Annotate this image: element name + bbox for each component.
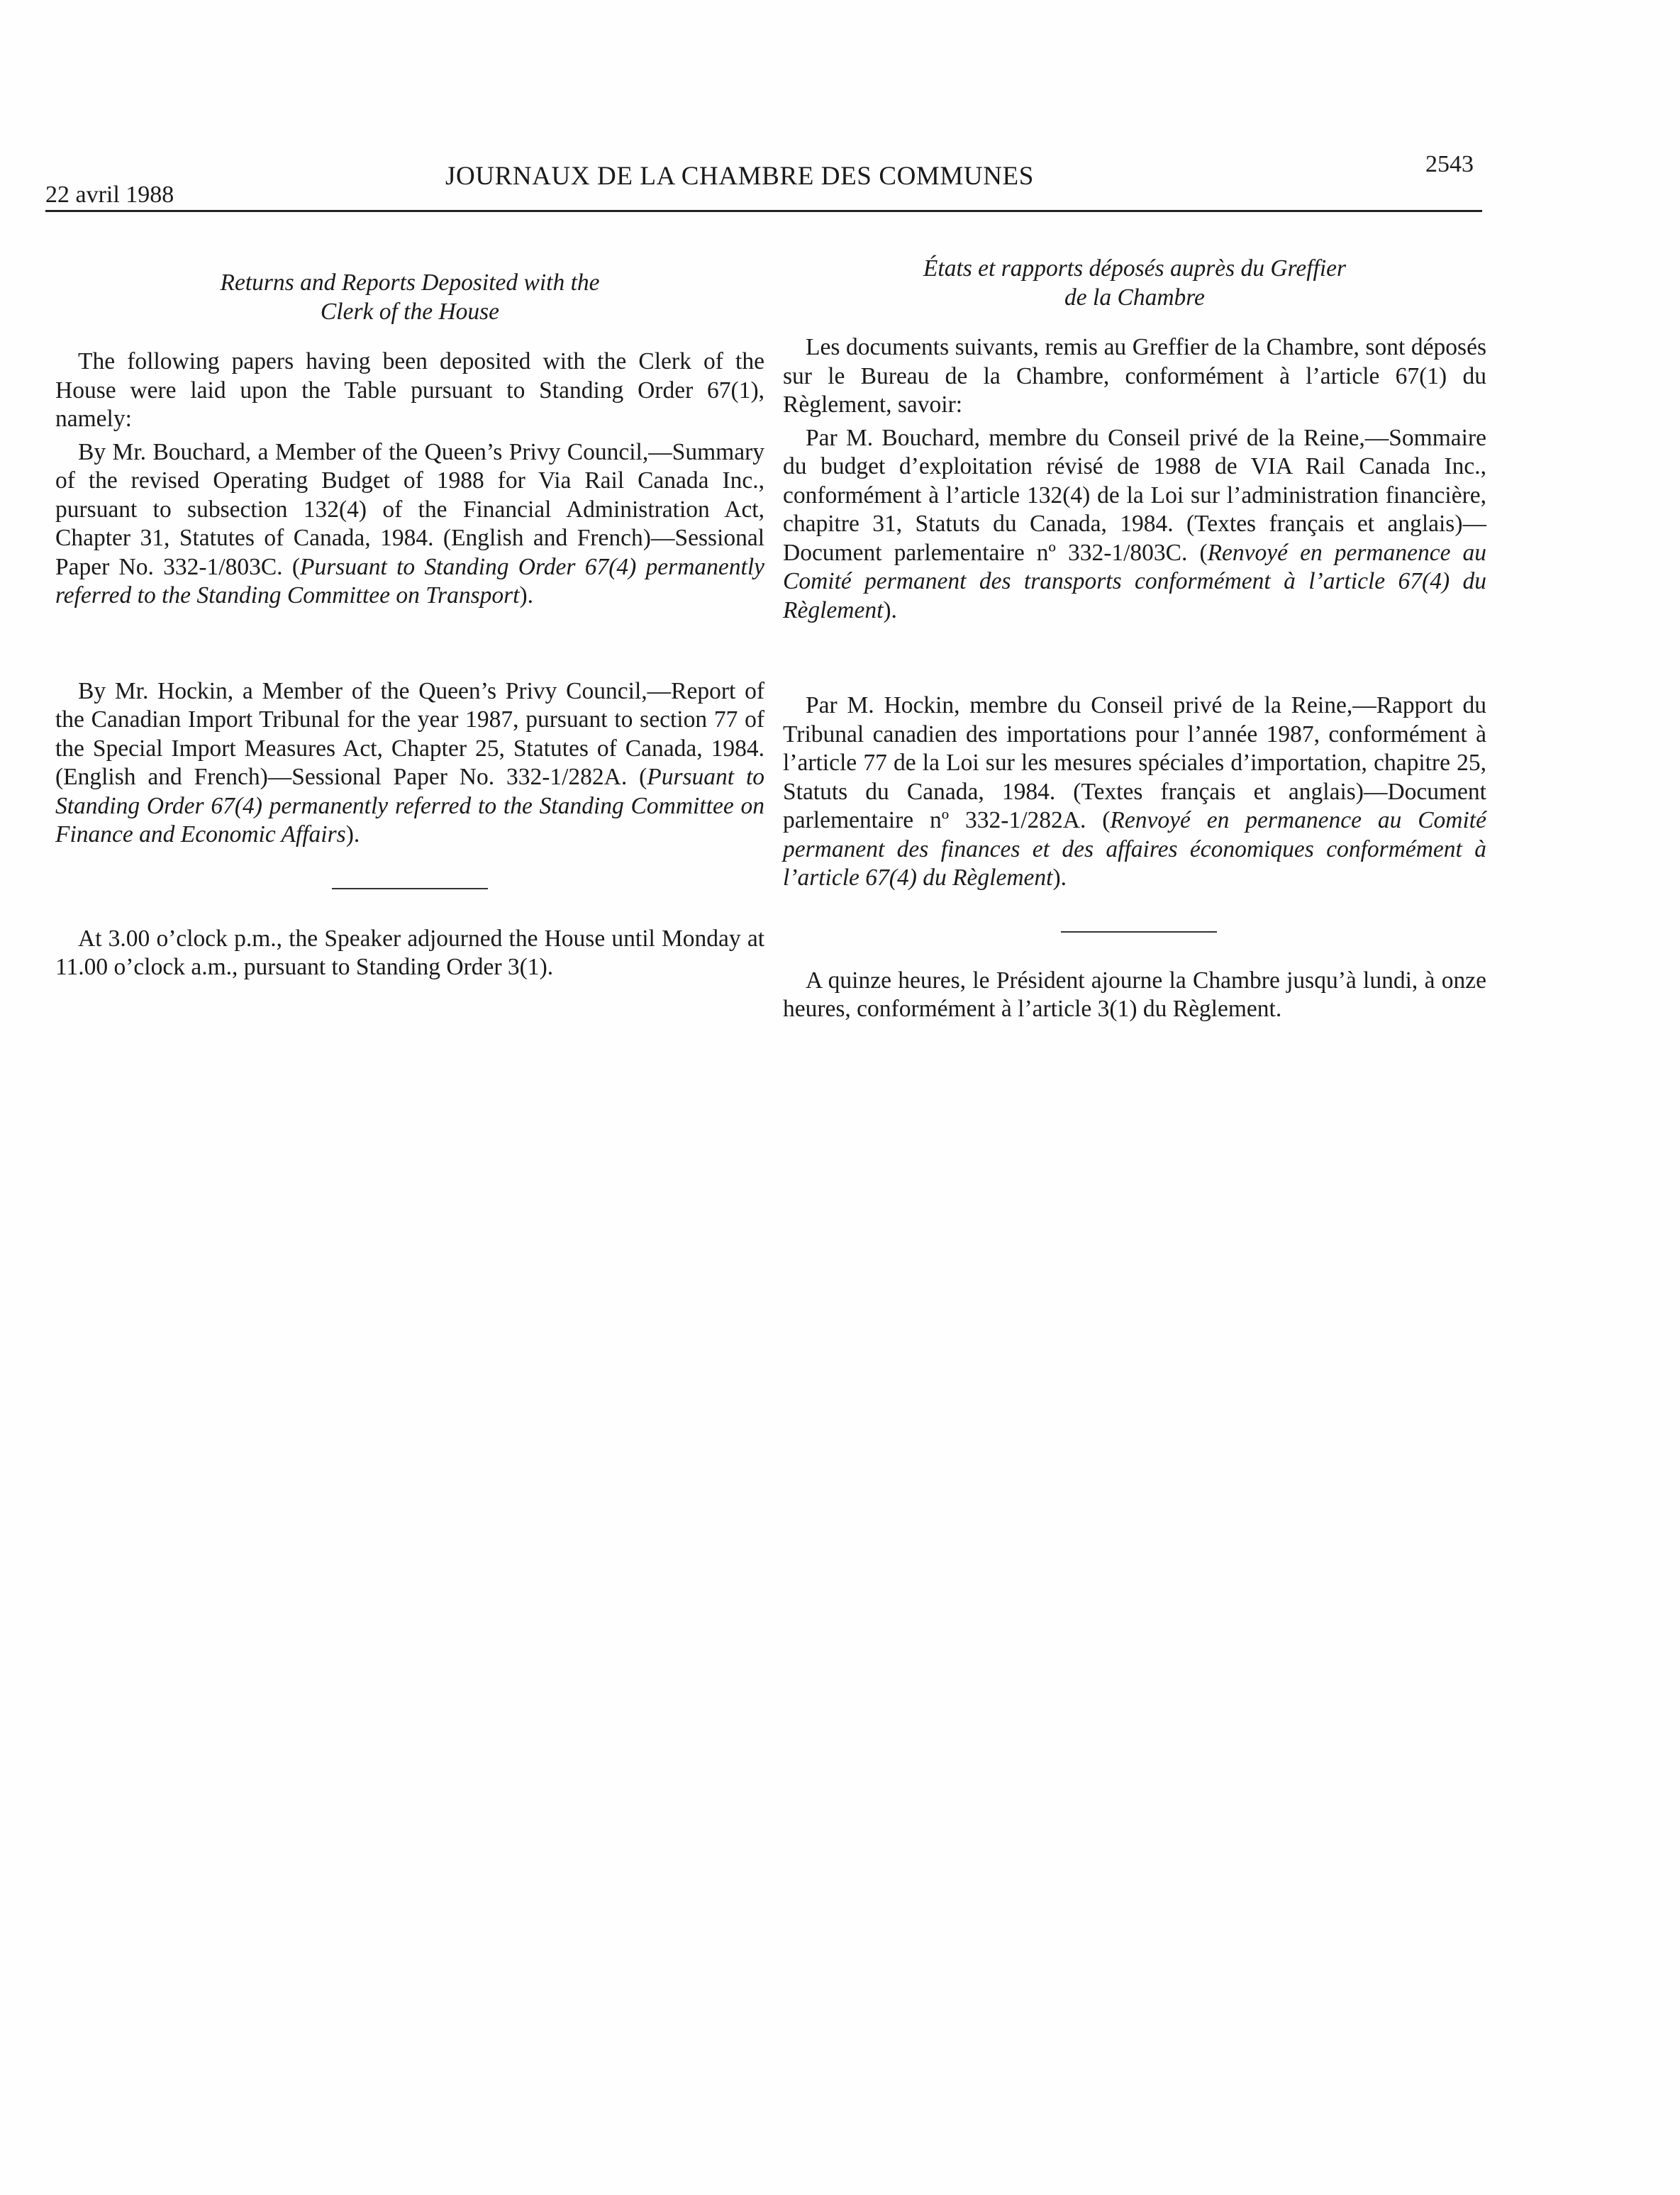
- english-section-title-line2: Clerk of the House: [320, 299, 500, 325]
- french-item-hockin: [783, 691, 1486, 893]
- header-title: JOURNAUX DE LA CHAMBRE DES COMMUNES: [445, 162, 1034, 191]
- english-adjournment: At 3.00 o’clock p.m., the Speaker adjourned the House until Monday at 11.00 o’clock a.m., pursuant to Standing Order 3(1).: [55, 925, 764, 980]
- french-separator-rule: [1061, 931, 1217, 933]
- french-item-bouchard-text: Par M. Bouchard, membre du Conseil privé de la Reine,—Sommaire du budget d’exploitation révisé de 1988 de VIA Rail Canada Inc., conformément à l’article 132(4) de la Loi sur l’administration financière, chapitre 31, Statuts du Canada, 1984. (Textes français et anglais)—Document parlementaire nº 332-1/803C. (: [783, 424, 1486, 566]
- spacer: [783, 629, 1486, 691]
- header-date: 22 avril 1988: [45, 182, 174, 208]
- english-item-bouchard-text: By Mr. Bouchard, a Member of the Queen’s Privy Council,—Summary of the revised Operating Budget of 1988 for Via Rail Canada Inc., pursuant to subsection 132(4) of the Financial Administration Act, Chapter 31, Statutes of Canada, 1984. (English and French)—Sessional Paper No. 332-1/803C. (: [55, 438, 764, 580]
- english-item-bouchard: [55, 438, 764, 611]
- header-rule: [45, 210, 1482, 212]
- english-intro: The following papers having been deposited with the Clerk of the House were laid upon the Table pursuant to Standing Order 67(1), namely:: [55, 348, 764, 432]
- english-item-hockin: [55, 677, 764, 850]
- french-section-title-line2: de la Chambre: [1064, 284, 1205, 311]
- french-item-hockin-end: ).: [1052, 865, 1067, 891]
- french-item-bouchard: [783, 424, 1486, 626]
- spacer: [783, 897, 1486, 931]
- french-item-bouchard-end: ).: [883, 596, 897, 623]
- french-item-bouchard-referral: Renvoyé en permanence au Comité permanent des transports conformément à l’article 67(4) du Règlement: [783, 539, 1486, 623]
- spacer: [55, 854, 764, 888]
- french-section-title-line1: États et rapports déposés auprès du Greffier: [923, 255, 1347, 282]
- english-column: [55, 268, 764, 987]
- french-adjournment: A quinze heures, le Président ajourne la Chambre jusqu’à lundi, à onze heures, conformément à l’article 3(1) du Règlement.: [783, 967, 1486, 1022]
- english-item-hockin-text: By Mr. Hockin, a Member of the Queen’s Privy Council,—Report of the Canadian Import Tribunal for the year 1987, pursuant to section 77 of the Special Import Measures Act, Chapter 25, Statutes of Canada, 1984. (English and French)—Sessional Paper No. 332-1/282A. (: [55, 677, 764, 790]
- english-item-hockin-referral: Pursuant to Standing Order 67(4) permanently referred to the Standing Committee on Finance and Economic Affairs: [55, 764, 764, 848]
- english-item-bouchard-end: ).: [519, 582, 534, 609]
- english-section-title-line1: Returns and Reports Deposited with the: [220, 269, 600, 296]
- french-intro: Les documents suivants, remis au Greffier de la Chambre, sont déposés sur le Bureau de la Chambre, conformément à l’article 67(1) du Règlement, savoir:: [783, 334, 1486, 418]
- english-separator-rule: [332, 888, 488, 889]
- french-section-title: [783, 254, 1486, 312]
- english-item-bouchard-referral: Pursuant to Standing Order 67(4) permanently referred to the Standing Committee on Transport: [55, 553, 764, 609]
- english-section-title: [55, 268, 764, 326]
- french-item-hockin-referral: Renvoyé en permanence au Comité permanent des finances et des affaires économiques conformément à l’article 67(4) du Règlement: [783, 807, 1486, 891]
- french-column: [783, 254, 1486, 1028]
- page-number: 2543: [1425, 151, 1474, 177]
- french-item-hockin-text: Par M. Hockin, membre du Conseil privé de la Reine,—Rapport du Tribunal canadien des importations pour l’année 1987, conformément à l’article 77 de la Loi sur les mesures spéciales d’importation, chapitre 25, Statuts du Canada, 1984. (Textes français et anglais)—Document parlementaire nº 332-1/282A. (: [783, 692, 1486, 833]
- english-item-hockin-end: ).: [345, 821, 360, 848]
- spacer: [55, 615, 764, 677]
